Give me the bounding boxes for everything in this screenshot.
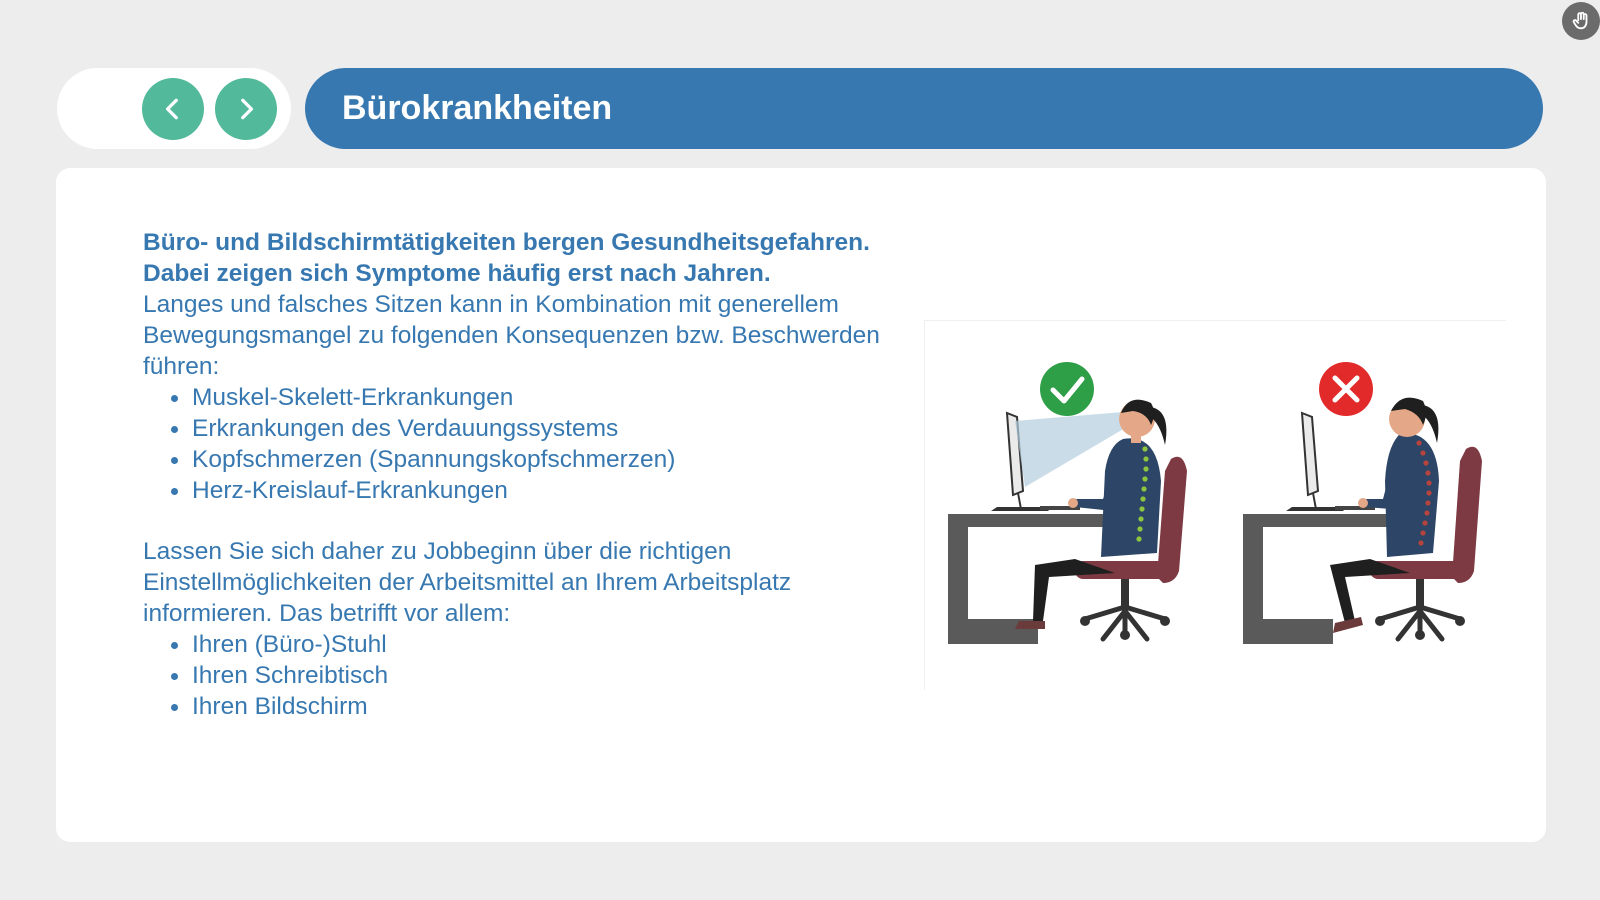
list-item: Ihren Bildschirm <box>143 691 903 722</box>
incorrect-posture-figure <box>1243 362 1482 644</box>
chevron-right-icon <box>233 96 259 122</box>
chevron-left-icon <box>160 96 186 122</box>
intro-paragraph: Langes und falsches Sitzen kann in Kombination mit generellem Bewegungsmangel zu folgenden Konsequenzen bzw. Beschwerden führen: <box>143 291 880 380</box>
list-item: Kopfschmerzen (Spannungskopfschmerzen) <box>143 444 903 475</box>
text-content <box>143 227 903 722</box>
posture-illustration <box>924 320 1506 690</box>
correct-posture-figure <box>948 362 1187 644</box>
list-item: Ihren (Büro-)Stuhl <box>143 629 903 660</box>
consequences-list <box>143 382 903 506</box>
next-button[interactable] <box>215 78 277 140</box>
corner-action-button[interactable] <box>1562 2 1600 40</box>
page-title: Bürokrankheiten <box>342 89 613 127</box>
list-item: Muskel-Skelett-Erkrankungen <box>143 382 903 413</box>
advice-paragraph: Lassen Sie sich daher zu Jobbeginn über die richtigen Einstellmöglichkeiten der Arbeitsmittel an Ihrem Arbeitsplatz informieren. Das betrifft vor allem: <box>143 538 792 627</box>
list-item: Ihren Schreibtisch <box>143 660 903 691</box>
equipment-list <box>143 629 903 722</box>
list-item: Herz-Kreislauf-Erkrankungen <box>143 475 903 506</box>
hand-pointer-icon <box>1570 10 1592 32</box>
list-item: Erkrankungen des Verdauungssystems <box>143 413 903 444</box>
title-bar <box>305 68 1543 149</box>
lead-paragraph: Büro- und Bildschirmtätigkeiten bergen Gesundheitsgefahren. Dabei zeigen sich Symptome häufig erst nach Jahren. <box>143 229 870 287</box>
previous-button[interactable] <box>142 78 204 140</box>
